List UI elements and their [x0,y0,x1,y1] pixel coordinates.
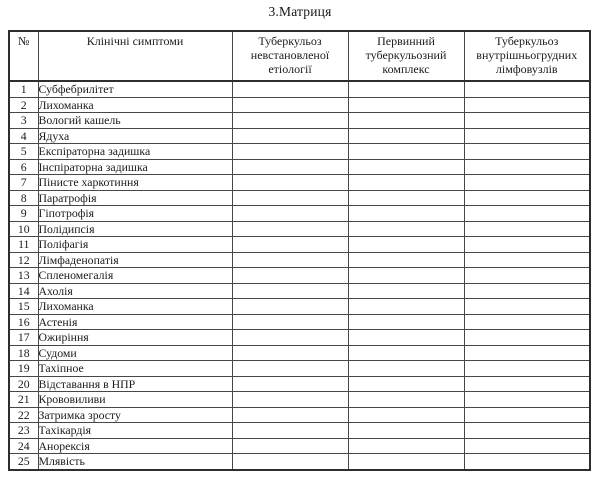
table-row [9,159,590,175]
tb-lymph-cell [464,299,590,315]
tb-unknown-cell [232,159,348,175]
symptom-cell: Лімфаденопатія [38,252,232,268]
tb-primary-cell [348,438,464,454]
row-number-cell: 20 [9,376,38,392]
tb-unknown-cell [232,175,348,191]
symptom-cell: Тахіпное [38,361,232,377]
table-row [9,299,590,315]
table-row [9,407,590,423]
tb-primary-cell [348,221,464,237]
tb-lymph-cell [464,97,590,113]
table-row [9,144,590,160]
symptom-cell: Вологий кашель [38,113,232,129]
symptom-cell: Анорексія [38,438,232,454]
tb-primary-cell [348,330,464,346]
table-row [9,237,590,253]
table-row [9,190,590,206]
tb-unknown-cell [232,190,348,206]
tb-primary-cell [348,237,464,253]
tb-primary-cell [348,376,464,392]
row-number-cell: 24 [9,438,38,454]
tb-unknown-cell [232,206,348,222]
tb-unknown-cell [232,454,348,470]
row-number-cell: 3 [9,113,38,129]
row-number-cell: 2 [9,97,38,113]
tb-unknown-cell [232,407,348,423]
row-number-cell: 21 [9,392,38,408]
table-row [9,283,590,299]
column-header-symptoms: Клінічні симптоми [38,31,232,81]
tb-primary-cell [348,206,464,222]
tb-lymph-cell [464,237,590,253]
row-number-cell: 7 [9,175,38,191]
tb-lymph-cell [464,268,590,284]
tb-primary-cell [348,190,464,206]
tb-lymph-cell [464,345,590,361]
row-number-cell: 25 [9,454,38,470]
table-row [9,345,590,361]
symptom-cell: Лихоманка [38,299,232,315]
header-row [9,31,590,81]
tb-unknown-cell [232,376,348,392]
tb-unknown-cell [232,128,348,144]
table-row [9,81,590,97]
symptom-cell: Паратрофія [38,190,232,206]
tb-primary-cell [348,128,464,144]
table-row [9,361,590,377]
tb-unknown-cell [232,314,348,330]
row-number-cell: 9 [9,206,38,222]
row-number-cell: 11 [9,237,38,253]
symptom-cell: Субфебрилітет [38,81,232,97]
tb-primary-cell [348,314,464,330]
tb-primary-cell [348,345,464,361]
tb-primary-cell [348,81,464,97]
tb-unknown-cell [232,345,348,361]
symptom-cell: Ядуха [38,128,232,144]
tb-lymph-cell [464,81,590,97]
symptom-cell: Відставання в НПР [38,376,232,392]
row-number-cell: 17 [9,330,38,346]
tb-primary-cell [348,392,464,408]
symptom-cell: Поліфагія [38,237,232,253]
table-row [9,438,590,454]
row-number-cell: 5 [9,144,38,160]
tb-unknown-cell [232,438,348,454]
tb-lymph-cell [464,159,590,175]
symptom-cell: Тахікардія [38,423,232,439]
symptom-cell: Судоми [38,345,232,361]
symptom-cell: Ожиріння [38,330,232,346]
matrix-table-header [9,31,590,81]
tb-lymph-cell [464,423,590,439]
tb-lymph-cell [464,283,590,299]
tb-lymph-cell [464,361,590,377]
table-row [9,252,590,268]
table-row [9,423,590,439]
row-number-cell: 12 [9,252,38,268]
page-title: 3.Матриця [268,4,332,19]
tb-unknown-cell [232,113,348,129]
tb-lymph-cell [464,454,590,470]
tb-lymph-cell [464,407,590,423]
symptom-cell: Ахолія [38,283,232,299]
tb-primary-cell [348,252,464,268]
tb-lymph-cell [464,175,590,191]
symptom-cell: Експіраторна задишка [38,144,232,160]
tb-primary-cell [348,97,464,113]
row-number-cell: 4 [9,128,38,144]
tb-lymph-cell [464,438,590,454]
row-number-cell: 14 [9,283,38,299]
symptom-cell: Млявість [38,454,232,470]
table-row [9,330,590,346]
symptom-cell: Затримка зросту [38,407,232,423]
row-number-cell: 8 [9,190,38,206]
tb-lymph-cell [464,190,590,206]
tb-primary-cell [348,423,464,439]
tb-lymph-cell [464,376,590,392]
table-row [9,268,590,284]
symptom-cell: Гіпотрофія [38,206,232,222]
symptom-cell: Лихоманка [38,97,232,113]
tb-primary-cell [348,299,464,315]
column-header-tb-unknown-etiology: Туберкульоз невстановленої етіології [232,31,348,81]
tb-unknown-cell [232,283,348,299]
tb-unknown-cell [232,299,348,315]
row-number-cell: 6 [9,159,38,175]
table-row [9,113,590,129]
tb-lymph-cell [464,128,590,144]
tb-primary-cell [348,283,464,299]
tb-primary-cell [348,454,464,470]
row-number-cell: 15 [9,299,38,315]
tb-unknown-cell [232,221,348,237]
tb-primary-cell [348,268,464,284]
matrix-table [8,30,591,471]
tb-unknown-cell [232,392,348,408]
row-number-cell: 10 [9,221,38,237]
tb-unknown-cell [232,423,348,439]
table-row [9,314,590,330]
tb-unknown-cell [232,252,348,268]
tb-unknown-cell [232,268,348,284]
table-row [9,97,590,113]
tb-primary-cell [348,175,464,191]
column-header-tb-intrathoracic-lymph: Туберкульоз внутрішньогрудних лімфовузлів [464,31,590,81]
column-header-primary-tb-complex: Первинний туберкульозний комплекс [348,31,464,81]
row-number-cell: 19 [9,361,38,377]
tb-unknown-cell [232,97,348,113]
symptom-cell: Крововиливи [38,392,232,408]
symptom-cell: Пінисте харкотиння [38,175,232,191]
table-row [9,175,590,191]
tb-unknown-cell [232,330,348,346]
tb-lymph-cell [464,252,590,268]
symptom-cell: Інспіраторна задишка [38,159,232,175]
row-number-cell: 22 [9,407,38,423]
symptom-cell: Полідипсія [38,221,232,237]
tb-lymph-cell [464,144,590,160]
tb-lymph-cell [464,113,590,129]
tb-lymph-cell [464,314,590,330]
tb-lymph-cell [464,392,590,408]
column-header-number: № [9,31,38,81]
tb-primary-cell [348,159,464,175]
matrix-rows [9,81,590,470]
table-row [9,392,590,408]
tb-primary-cell [348,361,464,377]
tb-primary-cell [348,407,464,423]
tb-unknown-cell [232,361,348,377]
tb-primary-cell [348,144,464,160]
tb-lymph-cell [464,330,590,346]
table-row [9,128,590,144]
table-row [9,206,590,222]
table-row [9,221,590,237]
tb-lymph-cell [464,221,590,237]
tb-unknown-cell [232,237,348,253]
tb-primary-cell [348,113,464,129]
row-number-cell: 16 [9,314,38,330]
tb-unknown-cell [232,144,348,160]
tb-lymph-cell [464,206,590,222]
table-row [9,454,590,470]
symptom-cell: Астенія [38,314,232,330]
symptom-cell: Спленомегалія [38,268,232,284]
table-row [9,376,590,392]
row-number-cell: 13 [9,268,38,284]
tb-unknown-cell [232,81,348,97]
row-number-cell: 18 [9,345,38,361]
row-number-cell: 23 [9,423,38,439]
row-number-cell: 1 [9,81,38,97]
